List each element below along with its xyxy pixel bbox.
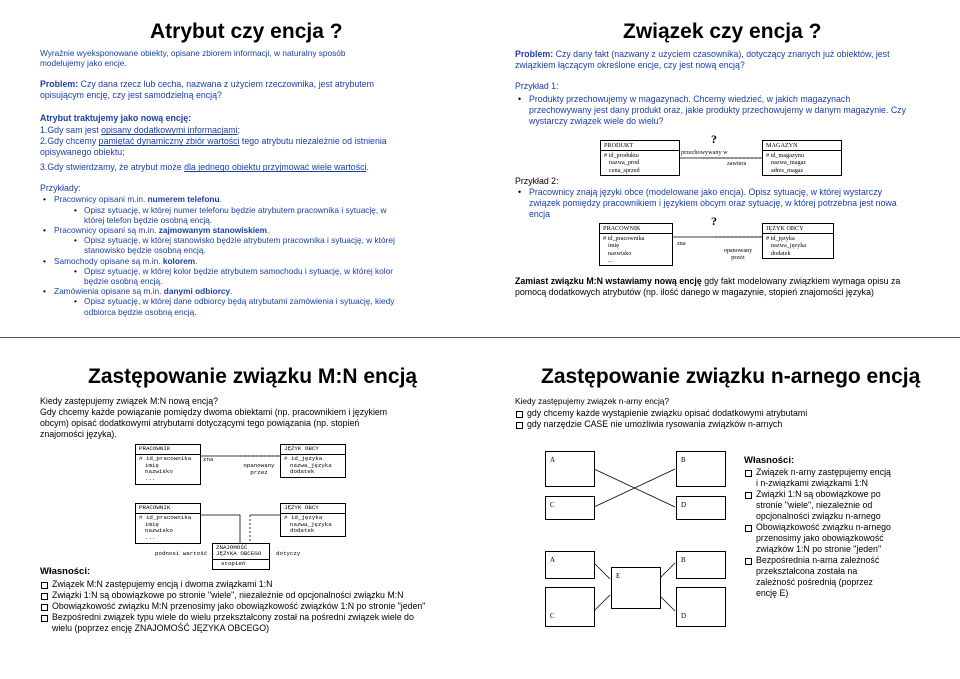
slide3-props-title: Własności: xyxy=(40,566,91,577)
list-item: Związki 1:N są obowiązkowe po stronie "wiele", niezależnie od opcjonalności związku n-arnego xyxy=(744,489,892,522)
slide4-title: Zastępowanie związku n-arnego encją xyxy=(541,365,921,388)
diagram-nary-after xyxy=(515,551,745,631)
entity-produkt: PRODUKT # id_produktu nazwa_prod cena_sprzed xyxy=(600,140,680,176)
slide1-rule-2: 2.Gdy chcemy pamiętać dynamiczny zbiór wartości tego atrybutu niezależnie od istnienia opisywanego obiektu; xyxy=(40,136,387,158)
slide3-title: Zastępowanie związku M:N encją xyxy=(88,365,418,388)
list-item: Obowiązkowość związku M:N przenosimy jako obowiązkowość związków 1:N po stronie "jeden" xyxy=(40,601,430,612)
slide4-props-list xyxy=(744,467,892,599)
list-item: gdy chcemy każde wystąpienie związku opisać dodatkowymi atrybutami xyxy=(515,408,935,419)
entity-a: A xyxy=(545,551,595,579)
slide3-question: Kiedy zastępujemy związek M:N nową encją? xyxy=(40,396,218,406)
relationship-lines xyxy=(515,138,935,184)
slide-separator xyxy=(0,337,960,338)
entity-b: B xyxy=(676,551,726,579)
slide4-question: Kiedy zastępujemy związek n-arny encją? xyxy=(515,396,670,406)
list-item: • Pracownicy opisani są m.in. zajmowanym stanowiskiem. • Opisz sytuację, w której stanowisko będzie atrybutem pracownika i sytuację, w której stanowisko będzie osobną encją. xyxy=(40,225,400,256)
entity-jezyk-obcy: JĘZYK OBCY # id_języka nazwa_języka dodatek xyxy=(762,223,834,259)
rel-label-right: opanowany przez xyxy=(243,462,275,476)
entity-e: E xyxy=(611,567,661,609)
question-mark: ? xyxy=(711,214,717,228)
rel-label-left: zna xyxy=(203,456,214,463)
entity-pracownik: PRACOWNIK # id_pracownika imię nazwisko ... xyxy=(135,503,201,544)
diagram-mn-before xyxy=(40,443,460,491)
slide1-examples-title: Przykłady: xyxy=(40,183,81,194)
rel-label-right: dotyczy xyxy=(276,550,301,557)
slide-relationship-or-entity xyxy=(515,20,935,320)
list-item: Związki 1:N są obowiązkowe po stronie "wiele", niezależnie od opcjonalności związku M:N xyxy=(40,590,430,601)
slide1-rule-1: 1.Gdy sam jest opisany dodatkowymi informacjami; xyxy=(40,125,240,136)
list-item: Obowiązkowość związku n-arnego przenosimy jako obowiązkowość związków 1:N po stronie "jeden" xyxy=(744,522,892,555)
diagram-nary-before xyxy=(515,449,745,519)
rel-label-left: zna xyxy=(677,240,686,247)
slide2-ex1-list xyxy=(515,94,915,127)
rel-label-right: zawiera xyxy=(727,160,747,167)
list-item: • Opisz sytuację, w której dane odbiorcy będą atrybutami zamówienia i sytuację, kiedy odbiorca będzie osobną encją. xyxy=(74,296,400,316)
list-item: gdy narzędzie CASE nie umożliwia rysowania związków n-arnych xyxy=(515,419,935,430)
rel-label-left: podnosi wartość xyxy=(155,550,208,557)
slide1-title: Atrybut czy encja ? xyxy=(150,20,343,43)
diagram-mn-after xyxy=(40,501,460,571)
slide2-ex2-title: Przykład 2: xyxy=(515,176,559,186)
entity-magazyn: MAGAZYN # id_magazynu nazwa_magaz adres_magaz xyxy=(762,140,842,176)
slide2-ex2-list xyxy=(515,187,905,220)
slide2-ex1-title: Przykład 1: xyxy=(515,81,559,91)
slide2-problem: Problem: Czy dany fakt (nazwany z użyciem czasownika), dotyczący znanych już obiektów, jest związkiem łączącym określone encje, czy jest nową encją? xyxy=(515,49,890,70)
slide-replace-nary xyxy=(515,365,935,675)
slide1-examples-list xyxy=(40,194,400,316)
slide-attribute-or-entity xyxy=(40,20,460,317)
entity-jezyk-obcy: JĘZYK OBCY # id_języka nazwa_języka dodatek xyxy=(280,444,346,478)
slide3-answer: Gdy chcemy każde powiązanie pomiędzy dwoma obiektami (np. pracownikiem i językiem obcym) opisać dodatkowymi atrybutami dotyczącymi tego powiązania (np. stopień znajomości języka). xyxy=(40,407,388,439)
rel-label-left: przechowywany w xyxy=(681,149,728,156)
question-mark: ? xyxy=(711,132,717,146)
slide4-props-title: Własności: xyxy=(744,455,795,466)
list-item: • Opisz sytuację, w której kolor będzie atrybutem samochodu i sytuację, w której kolor będzie osobną encją. xyxy=(74,266,400,286)
list-item: • Samochody opisane są m.in. kolorem. • Opisz sytuację, w której kolor będzie atrybutem samochodu i sytuację, w której kolor będzie osobną encją. xyxy=(40,256,400,287)
list-item: • Pracownicy opisani m.in. numerem telefonu. • Opisz sytuację, w której numer telefonu będzie atrybutem pracownika i sytuację, w której telefon będzie osobną encją. xyxy=(40,194,400,225)
list-item: Związek M:N zastępujemy encją i dwoma związkami 1:N xyxy=(40,579,430,590)
slide-replace-mn xyxy=(40,365,460,675)
entity-a: A xyxy=(545,451,595,487)
entity-b: B xyxy=(676,451,726,487)
list-item: • Pracownicy znają języki obce (modelowane jako encja). Opisz sytuację, w której wystarczy związek pomiędzy pracownikiem i językiem obcym oraz sytuację, w której potrzebna jest nowa encja xyxy=(515,187,905,220)
list-item: Związek n-arny zastępujemy encją i n-związkami związkami 1:N xyxy=(744,467,892,489)
entity-pracownik: PRACOWNIK # id_pracownika imię nazwisko ... xyxy=(135,444,201,485)
slide4-answers xyxy=(515,408,935,430)
entity-pracownik: PRACOWNIK # id_pracownika imię nazwisko ... xyxy=(599,223,673,266)
slide1-rule-3: 3.Gdy stwierdzamy, że atrybut może dla jednego obiektu przyjmować wiele wartości. xyxy=(40,162,369,173)
diagram-employee-language xyxy=(515,214,935,270)
list-item: • Opisz sytuację, w której numer telefonu będzie atrybutem pracownika i sytuację, w której telefon będzie osobną encją. xyxy=(74,205,400,225)
slide1-rule-title: Atrybut traktujemy jako nową encję: xyxy=(40,113,192,124)
rel-label-right: opanowany przez xyxy=(723,247,753,261)
diagram-product-warehouse xyxy=(515,132,935,184)
entity-jezyk-obcy: JĘZYK OBCY # id_języka nazwa_języka dodatek xyxy=(280,503,346,537)
entity-znajomosc-jezyka: ZNAJOMOŚĆ JĘZYKA OBCEGO stopień xyxy=(212,543,270,570)
list-item: • Produkty przechowujemy w magazynach. Chcemy wiedzieć, w jakich magazynach przechowywany jest dany produkt oraz, jakie produkty przechowujemy w danym magazynie. Czy wystarczy związek wiele do wielu? xyxy=(515,94,915,127)
entity-d: D xyxy=(676,496,726,520)
list-item: Bezpośredni związek typu wiele do wielu przekształcony został na pośredni związek wiele do wielu (poprzez encję ZNAJOMOŚĆ JĘZYKA OBCEGO) xyxy=(40,612,430,634)
slide1-problem: Problem: Czy dana rzecz lub cecha, nazwana z użyciem rzeczownika, jest atrybutem opisującym encję, czy jest samodzielną encją? xyxy=(40,79,374,101)
list-item: • Zamówienia opisane są m.in. danymi odbiorcy. • Opisz sytuację, w której dane odbiorcy będą atrybutami zamówienia i sytuację, kiedy odbiorca będzie osobną encją. xyxy=(40,286,400,317)
slide2-title: Związek czy encja ? xyxy=(623,20,822,43)
entity-d: D xyxy=(676,587,726,627)
entity-c: C xyxy=(545,496,595,520)
slide1-intro: Wyraźnie wyeksponowane obiekty, opisane zbiorem informacji, w naturalny sposób modelujemy jako encje. xyxy=(40,48,346,69)
entity-c: C xyxy=(545,587,595,627)
list-item: Bezpośrednia n-arna zależność przekształcona została na zależność pośrednią (poprzez encję E) xyxy=(744,555,892,599)
slide2-conclusion: Zamiast związku M:N wstawiamy nową encję gdy fakt modelowany związkiem wymaga opisu za pomocą dodatkowych atrybutów (np. ilość danego w magazynie, stopień znajomości języka) xyxy=(515,276,901,297)
slide3-props-list xyxy=(40,579,430,634)
list-item: • Opisz sytuację, w której stanowisko będzie atrybutem pracownika i sytuację, w której stanowisko będzie osobną encją. xyxy=(74,235,400,255)
